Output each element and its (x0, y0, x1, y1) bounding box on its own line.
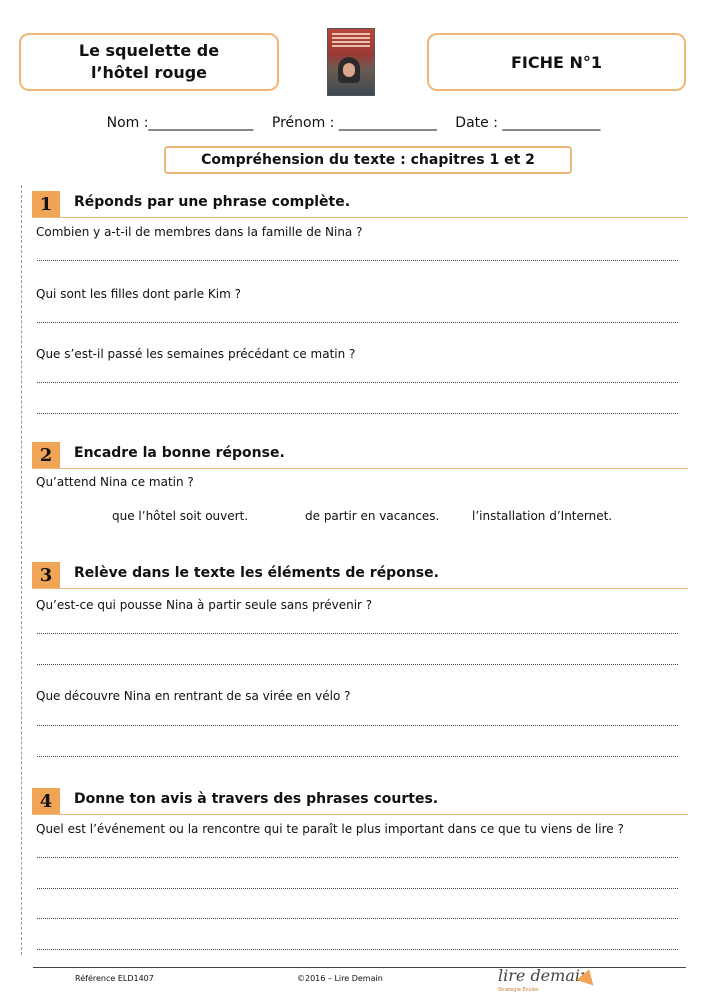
answer-line[interactable] (37, 260, 678, 261)
fiche-number: FICHE N°1 (510, 52, 603, 72)
answer-line[interactable] (37, 382, 678, 383)
student-fields (0, 115, 707, 131)
exercise-2-question-1: Qu’attend Nina ce matin ? (36, 475, 194, 489)
book-title-line-2: l’hôtel rouge (90, 63, 208, 82)
exercise-1-header (32, 191, 688, 218)
exercise-4-title: Donne ton avis à travers des phrases courtes. (74, 791, 439, 807)
answer-line[interactable] (37, 322, 678, 323)
nom-field[interactable]: Nom :_______________ (106, 115, 254, 131)
exercise-4-header (32, 788, 688, 815)
book-title-box (19, 33, 279, 91)
cover-title-decoration (332, 33, 370, 49)
book-cover-image (327, 28, 375, 96)
answer-line[interactable] (37, 413, 678, 414)
choice-3[interactable]: l’installation d’Internet. (472, 509, 613, 523)
answer-line[interactable] (37, 664, 678, 665)
section-title-box (164, 146, 572, 174)
exercise-2-header (32, 442, 688, 469)
lire-demain-logo: lire demain (498, 966, 591, 985)
answer-line[interactable] (37, 633, 678, 634)
exercise-1-question-3: Que s’est-il passé les semaines précédant ce matin ? (36, 347, 356, 361)
answer-line[interactable] (37, 888, 678, 889)
answer-line[interactable] (37, 949, 678, 950)
answer-line[interactable] (37, 725, 678, 726)
exercise-1-number: 1 (32, 191, 60, 217)
prenom-field[interactable]: Prénom : ______________ (271, 115, 437, 131)
logo-subtitle: Strategie Ecoles (498, 987, 539, 993)
exercise-3-title: Relève dans le texte les éléments de réponse. (74, 565, 439, 581)
exercise-1-title: Réponds par une phrase complète. (74, 194, 351, 210)
answer-line[interactable] (37, 857, 678, 858)
choice-2[interactable]: de partir en vacances. (305, 509, 440, 523)
exercise-3-number: 3 (32, 562, 60, 588)
answer-line[interactable] (37, 756, 678, 757)
exercise-3-question-1: Qu’est-ce qui pousse Nina à partir seule sans prévenir ? (36, 598, 373, 612)
exercise-1-question-2: Qui sont les filles dont parle Kim ? (36, 287, 241, 301)
fiche-number-box (427, 33, 686, 91)
answer-line[interactable] (37, 918, 678, 919)
exercise-4-question-1: Quel est l’événement ou la rencontre qui te paraît le plus important dans ce que tu viens de lire ? (36, 822, 624, 836)
book-title-line-1: Le squelette de (78, 41, 220, 60)
exercise-4-number: 4 (32, 788, 60, 814)
section-title: Compréhension du texte : chapitres 1 et 2 (201, 152, 535, 168)
footer-reference: Référence ELD1407 (75, 974, 154, 983)
exercise-3-header (32, 562, 688, 589)
exercise-1-question-1: Combien y a-t-il de membres dans la famille de Nina ? (36, 225, 363, 239)
exercise-3-question-2: Que découvre Nina en rentrant de sa virée en vélo ? (36, 689, 351, 703)
exercise-2-number: 2 (32, 442, 60, 468)
exercise-2-title: Encadre la bonne réponse. (74, 445, 285, 461)
margin-line (21, 185, 22, 955)
footer-copyright: ©2016 – Lire Demain (297, 974, 383, 983)
cover-figure-face (343, 63, 355, 77)
date-field[interactable]: Date : ______________ (455, 115, 601, 131)
choice-1[interactable]: que l’hôtel soit ouvert. (112, 509, 249, 523)
